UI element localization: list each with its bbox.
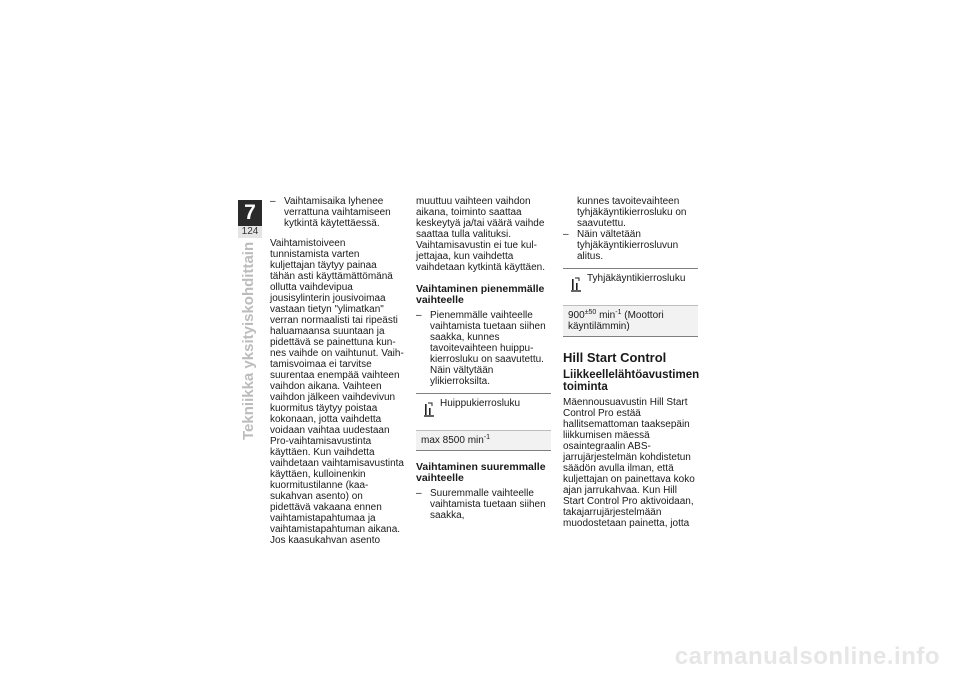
list-item-text: Pienemmälle vaihteelle vaihtamista tuetaan siihen saakka, kunnes tavoitevaihteen huippukierrosluku on saavutettu. Näin vältytään ylikierroksilta.: [430, 310, 546, 387]
spec-condition: (Moottori käyntilämmin): [568, 310, 664, 332]
spec-value: [416, 430, 551, 450]
spec-unit-exponent: -1: [615, 309, 622, 316]
list-item-text: Näin vältetään tyhjäkäyntikierrosluvun alitus.: [577, 229, 679, 262]
sub-heading: Liikkeellelähtöavustimen toiminta: [563, 369, 700, 393]
spec-value-text: max 8500 min: [421, 435, 484, 446]
spec-box-idle-rpm: [563, 268, 698, 337]
section-heading: Vaihtaminen suuremmalle vaihteelle: [416, 461, 546, 484]
tachometer-icon: [424, 402, 434, 418]
spec-title: Tyhjäkäyntikierrosluku: [587, 273, 686, 284]
main-heading: Hill Start Control: [563, 350, 667, 365]
text-column-3: [563, 196, 698, 538]
spec-unit-exponent: -1: [483, 434, 491, 441]
dash-bullet: –: [270, 196, 276, 207]
paragraph: Vaihtamistoiveen tunnistamista varten kuljettajan täytyy painaa tähän asti käyttämättömänä ollutta vaihdevipua jousisylinterin jousivoimaa vastaan tietyn "ylimatkan" verran normaalisti tai ripeästi haluamaansa suuntaan ja pidettävä se painettuna kunnes vaihde on vaihtunut. Vaihtamisvoimaa ei tarvitse suurentaa enempää vaihteen vaihdon aikana. Vaihteen vaihdon jälkeen vaihdevivun kuormitus täytyy poistaa kokonaan, jotta vaihdetta voidaan vaihtaa uudestaan Pro-vaihtamisavustinta käyttäen. Kun vaihdetta vaihdetaan vaihtamisavustinta käyttäen, kulloinenkin kuormitustilanne (kaasukahvan asento) on pidettävä vakaana ennen vaihtamistapahtumaa ja vaihtamistapahtuman aikana. Jos kaasukahvan asento: [270, 238, 404, 546]
list-item-text: Suuremmalle vaihteelle vaihtamista tuetaan siihen saakka,: [430, 488, 546, 521]
list-item-continuation: [563, 196, 698, 229]
spec-header: [563, 269, 698, 305]
section-heading: Vaihtaminen pienemmälle vaihteelle: [416, 283, 545, 306]
watermark: carmanualsonline.info: [674, 643, 940, 670]
paragraph: muuttuu vaihteen vaihdon aikana, toiminto saattaa keskeytyä ja/tai väärä vaihde saattaa tulla valituksi. Vaihtamisavustin ei tue kuljettajaa, kun vaihdetta vaihdetaan kytkintä käyttäen.: [416, 196, 545, 273]
spec-tolerance: ±50: [584, 309, 597, 316]
dash-bullet: –: [563, 229, 569, 240]
paragraph: Mäennousuavustin Hill Start Control Pro estää hallitsemattoman taaksepäin liikkumisen mäessä osaintegraalin ABS-jarrujärjestelmän kohdistetun säädön avulla ilman, että kuljettajan on painettava koko ajan jarrukahvaa. Kun Hill Start Control Pro aktivoidaan, takajarrujärjestelmään muodostetaan painetta, jotta: [563, 397, 695, 529]
spec-value: [563, 305, 698, 336]
chapter-badge: [238, 200, 262, 238]
list-item-text: kunnes tavoitevaihteen tyhjäkäyntikierrosluku on saavutettu.: [577, 196, 687, 229]
text-column-1: [270, 196, 404, 555]
side-chapter-title: Tekniikka yksityiskohdittain: [240, 242, 257, 441]
spec-value-number: 900: [568, 310, 585, 321]
spec-title: Huippukierrosluku: [440, 398, 521, 409]
list-item: [416, 488, 551, 521]
tachometer-icon: [571, 277, 581, 293]
list-item: [563, 229, 698, 262]
list-item: [270, 196, 404, 229]
spec-unit: min: [596, 310, 616, 321]
chapter-number: 7: [238, 200, 262, 226]
list-item-text: Vaihtamisaika lyhenee verrattuna vaihtamiseen kytkintä käytettäessä.: [284, 196, 391, 229]
spec-header: [416, 394, 551, 430]
spec-box-max-rpm: [416, 393, 551, 451]
text-column-2: [416, 196, 551, 530]
dash-bullet: –: [416, 310, 422, 321]
page-number: 124: [241, 226, 259, 237]
dash-bullet: –: [416, 488, 422, 499]
list-item: [416, 310, 551, 387]
